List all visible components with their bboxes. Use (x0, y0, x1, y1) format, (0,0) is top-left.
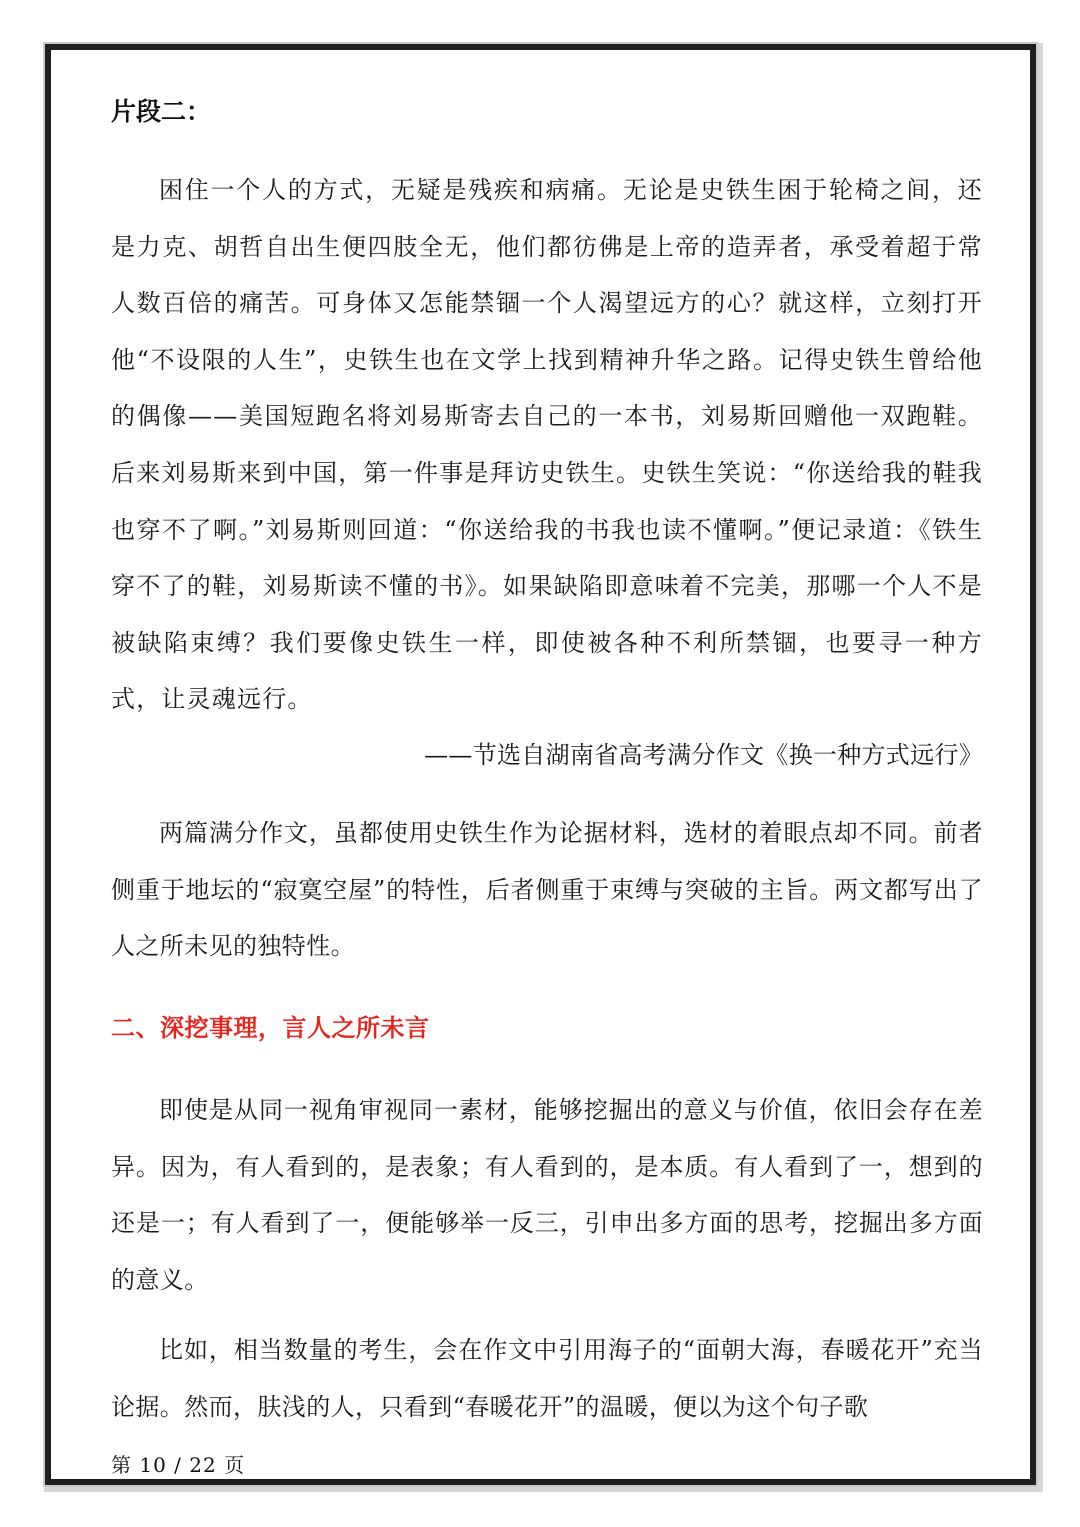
body-paragraph-4: 比如，相当数量的考生，会在作文中引用海子的“面朝大海，春暖花开”充当论据。然而，肤浅的人，只看到“春暖花开”的温暖，便以为这个句子歌 (111, 1336, 983, 1421)
body-paragraph-2: 两篇满分作文，虽都使用史铁生作为论据材料，选材的着眼点却不同。前者侧重于地坛的“寂寞空屋”的特性，后者侧重于束缚与突破的主旨。两文都写出了人之所未见的独特性。 (111, 819, 983, 961)
fragment-heading: 片段二： (111, 97, 212, 126)
page-number: 第 10 / 22 页 (111, 1453, 246, 1477)
document-page (45, 44, 1036, 1485)
section-title: 二、深挖事理，言人之所未言 (111, 1013, 430, 1042)
body-paragraph-3: 即使是从同一视角审视同一素材，能够挖掘出的意义与价值，依旧会存在差异。因为，有人看到的，是表象；有人看到的，是本质。有人看到了一，想到的还是一；有人看到了一，便能够举一反三，引申出多方面的思考，挖掘出多方面的意义。 (111, 1096, 983, 1294)
quote-source: ——节选自湖南省高考满分作文《换一种方式远行》 (424, 741, 983, 769)
body-paragraph-1: 困住一个人的方式，无疑是残疾和病痛。无论是史铁生困于轮椅之间，还是力克、胡哲自出生便四肢全无，他们都彷佛是上帝的造弄者，承受着超于常人数百倍的痛苦。可身体又怎能禁锢一个人渴望远方的心？就这样，立刻打开他“不设限的人生”，史铁生也在文学上找到精神升华之路。记得史铁生曾给他的偶像——美国短跑名将刘易斯寄去自己的一本书，刘易斯回赠他一双跑鞋。后来刘易斯来到中国，第一件事是拜访史铁生。史铁生笑说：“你送给我的鞋我也穿不了啊。”刘易斯则回道：“你送给我的书我也读不懂啊。”便记录道：《铁生穿不了的鞋，刘易斯读不懂的书》。如果缺陷即意味着不完美，那哪一个人不是被缺陷束缚？我们要像史铁生一样，即使被各种不利所禁锢，也要寻一种方式，让灵魂远行。 (111, 176, 983, 714)
